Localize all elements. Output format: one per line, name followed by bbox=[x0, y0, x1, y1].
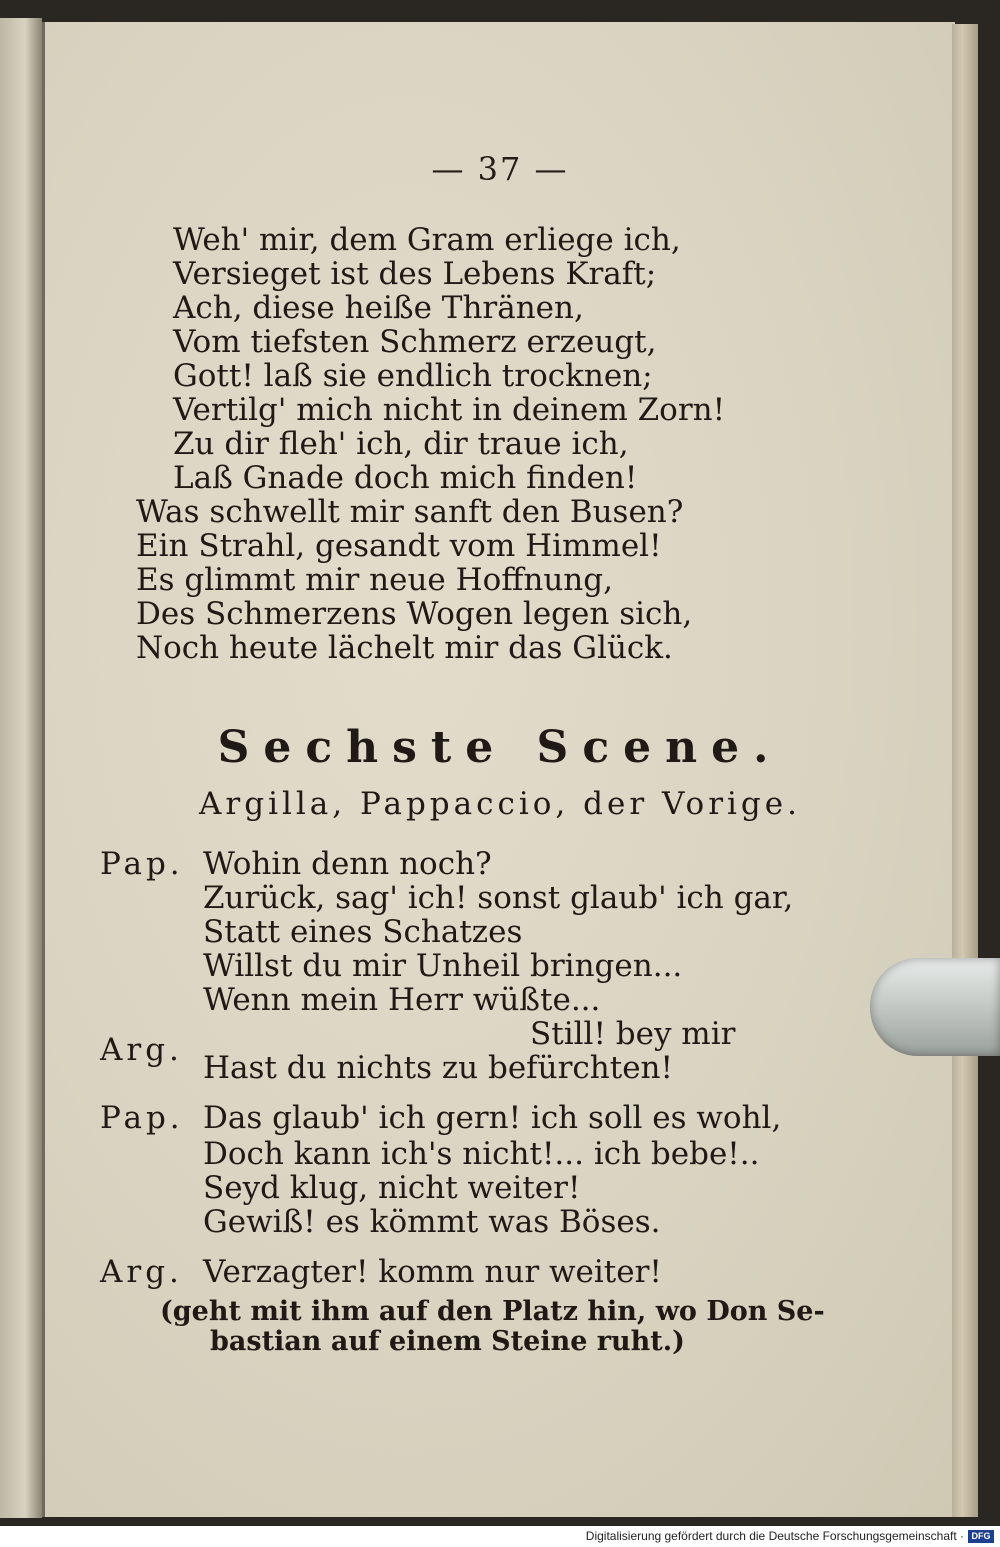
verse-line: Versieget ist des Lebens Kraft; bbox=[173, 256, 657, 292]
verse-line: Ein Strahl, gesandt vom Himmel! bbox=[136, 528, 662, 564]
speech-line: Doch kann ich's nicht!... ich bebe!.. bbox=[203, 1136, 760, 1172]
speaker-label: Pap. bbox=[100, 846, 184, 882]
speech-line: Verzagter! komm nur weiter! bbox=[203, 1254, 662, 1290]
verse-line: Noch heute lächelt mir das Glück. bbox=[136, 630, 673, 666]
stage-direction-line: (geht mit ihm auf den Platz hin, wo Don Se- bbox=[160, 1296, 825, 1327]
scene-title: Sechste Scene. bbox=[217, 722, 783, 773]
speech-line: Hast du nichts zu befürchten! bbox=[203, 1050, 673, 1086]
speech-line: Statt eines Schatzes bbox=[203, 914, 523, 950]
speech-line: Still! bey mir bbox=[530, 1016, 736, 1052]
speech-line: Seyd klug, nicht weiter! bbox=[203, 1170, 581, 1206]
page-clip bbox=[870, 958, 1000, 1056]
speech-line: Wenn mein Herr wüßte... bbox=[203, 982, 601, 1018]
dfg-logo-icon: DFG bbox=[968, 1530, 994, 1543]
speaker-label: Arg. bbox=[100, 1254, 183, 1290]
verse-line: Ach, diese heiße Thränen, bbox=[173, 290, 584, 326]
page-number: — 37 — bbox=[431, 150, 569, 188]
cast-list: Argilla, Pappaccio, der Vorige. bbox=[199, 786, 801, 822]
footer-credit: Digitalisierung gefördert durch die Deutsche Forschungsgemeinschaft · bbox=[585, 1529, 964, 1543]
stage-direction-line: bastian auf einem Steine ruht.) bbox=[210, 1326, 685, 1357]
verse-line: Es glimmt mir neue Hoffnung, bbox=[136, 562, 613, 598]
speech-line: Zurück, sag' ich! sonst glaub' ich gar, bbox=[203, 880, 794, 916]
speech-line: Wohin denn noch? bbox=[203, 846, 492, 882]
verse-line: Zu dir fleh' ich, dir traue ich, bbox=[173, 426, 629, 462]
speech-line: Gewiß! es kömmt was Böses. bbox=[203, 1204, 661, 1240]
verse-line: Laß Gnade doch mich finden! bbox=[173, 460, 638, 496]
verse-line: Des Schmerzens Wogen legen sich, bbox=[136, 596, 693, 632]
verse-line: Vertilg' mich nicht in deinem Zorn! bbox=[173, 392, 726, 428]
speaker-label: Pap. bbox=[100, 1100, 184, 1136]
verse-line: Gott! laß sie endlich trocknen; bbox=[173, 358, 653, 394]
speech-line: Willst du mir Unheil bringen... bbox=[203, 948, 683, 984]
verse-line: Was schwellt mir sanft den Busen? bbox=[136, 494, 684, 530]
speaker-label: Arg. bbox=[100, 1032, 183, 1068]
verse-line: Weh' mir, dem Gram erliege ich, bbox=[173, 222, 681, 258]
verse-line: Vom tiefsten Schmerz erzeugt, bbox=[173, 324, 657, 360]
speech-line: Das glaub' ich gern! ich soll es wohl, bbox=[203, 1100, 782, 1136]
